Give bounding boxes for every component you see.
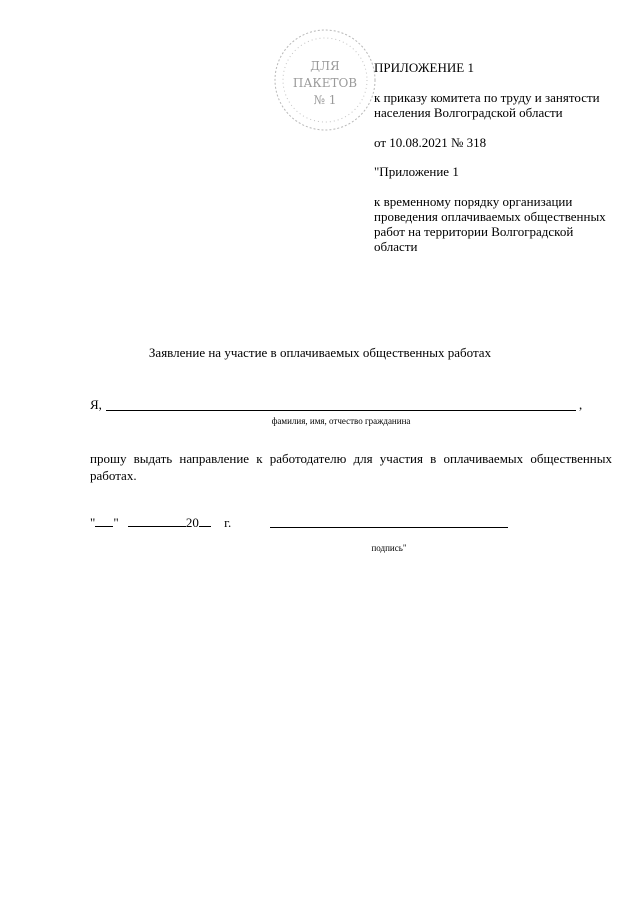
stamp-seal-graphic [270,25,380,135]
annex-procedure-ref: к временному порядку организации проведения оплачиваемых общественных работ на территории Волгоградской области [374,194,606,254]
applicant-name-caption: фамилия, имя, отчество гражданина [271,416,411,426]
date-row [90,515,231,531]
date-year-field[interactable] [199,515,211,527]
applicant-name-field[interactable] [106,410,576,411]
date-month-field[interactable] [128,515,186,527]
application-title: Заявление на участие в оплачиваемых общественных работах [148,345,492,360]
svg-text:ПАКЕТОВ: ПАКЕТОВ [292,76,358,90]
annex-order-date: от 10.08.2021 № 318 [374,135,487,150]
request-text: прошу выдать направление к работодателю для участия в оплачиваемых общественных работах. [90,451,612,483]
signature-field[interactable] [270,527,508,528]
annex-heading: ПРИЛОЖЕНИЕ 1 [374,60,474,75]
stamp-seal [270,25,380,135]
date-quote-close: " [113,515,119,530]
annex-order-ref: к приказу комитета по труду и занятости населения Волгоградской области [374,90,600,120]
svg-text:№ 1: № 1 [313,93,337,107]
date-year-suffix: г. [224,515,232,530]
signature-caption: подпись" [371,543,407,553]
svg-text:ДЛЯ: ДЛЯ [310,59,340,73]
date-quote-open: " [90,515,96,530]
applicant-comma: , [579,397,583,412]
annex-inner-heading: "Приложение 1 [374,164,459,179]
date-day-field[interactable] [95,515,113,527]
date-year-prefix: 20 [185,515,199,530]
applicant-prefix: Я, [90,397,102,412]
